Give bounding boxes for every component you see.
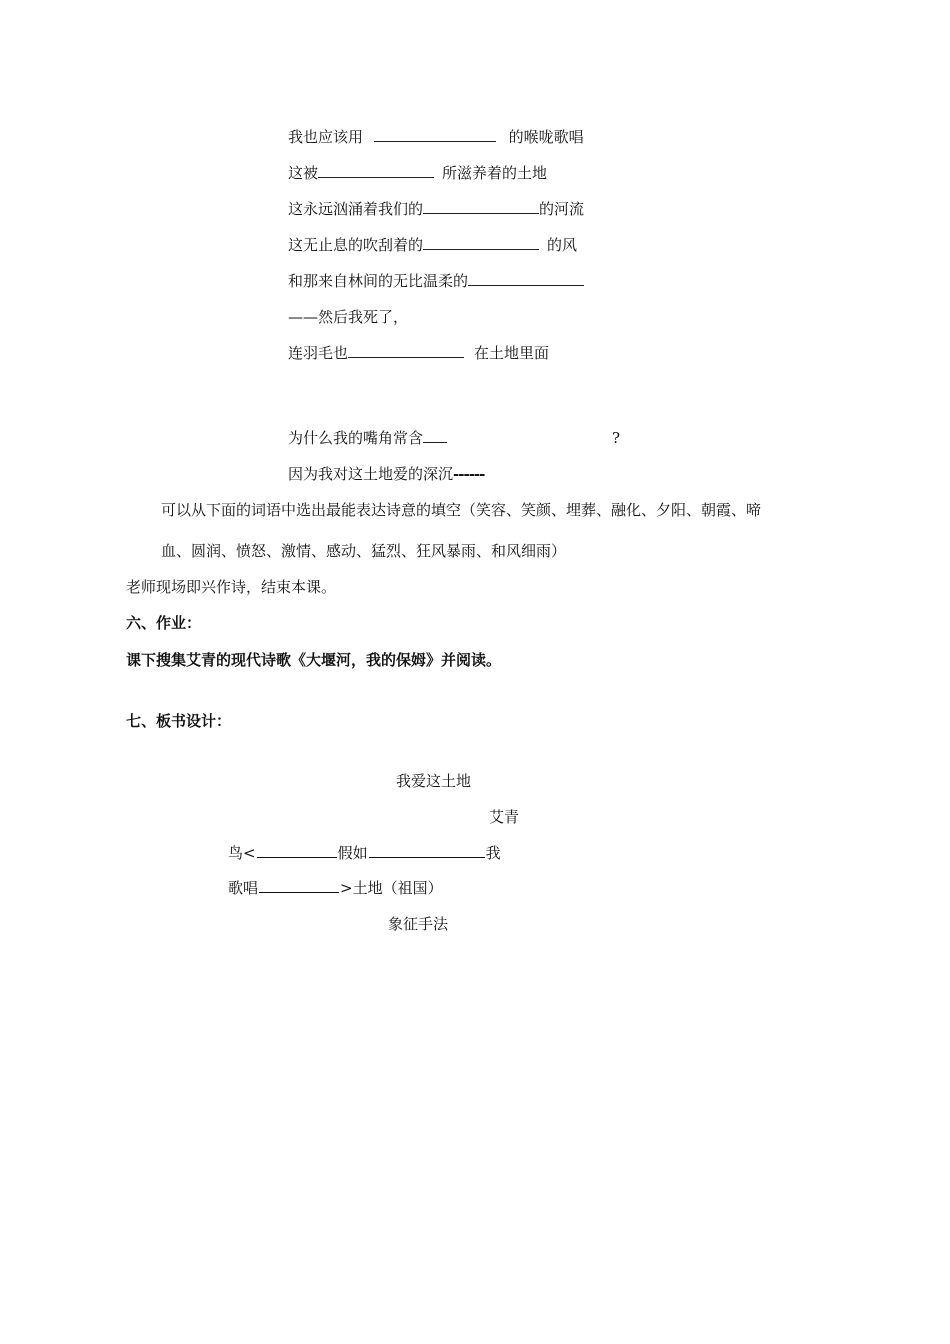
poem-text: 这被 <box>288 164 319 182</box>
poem-text: 我也应该用 <box>288 128 364 146</box>
question-mark: ? <box>612 429 621 447</box>
fill-blank[interactable] <box>318 163 434 178</box>
connector-line <box>257 848 337 858</box>
board-if: 假如 <box>337 844 368 862</box>
answer-line <box>288 464 484 484</box>
connector-line <box>369 848 485 858</box>
board-title: 我爱这土地 <box>396 772 472 790</box>
poem-line-3 <box>288 199 584 219</box>
fill-blank[interactable] <box>423 199 539 214</box>
board-land: >土地（祖国） <box>340 879 443 897</box>
poem-line-2 <box>288 163 547 183</box>
answer-text: 因为我对这土地爱的深沉 <box>288 465 454 483</box>
board-author: 艾青 <box>489 808 520 826</box>
fill-blank[interactable] <box>423 428 447 443</box>
poem-line-4 <box>288 235 577 255</box>
connector-line <box>259 883 339 893</box>
poem-line-7 <box>288 343 549 363</box>
poem-line-1 <box>288 127 584 147</box>
question-line <box>288 428 447 448</box>
poem-text: 所滋养着的土地 <box>442 164 548 182</box>
board-row-2 <box>228 878 443 898</box>
board-heading: 七、板书设计： <box>126 712 232 730</box>
board-me: 我 <box>485 844 501 862</box>
poem-text: 的风 <box>547 236 578 254</box>
fill-blank[interactable] <box>423 235 539 250</box>
instruction-line-2: 血、圆润、愤怒、激情、感动、猛烈、狂风暴雨、和风细雨） <box>161 542 567 560</box>
poem-text: 的喉咙歌唱 <box>508 128 584 146</box>
homework-text: 课下搜集艾青的现代诗歌《大堰河，我的保姆》并阅读。 <box>126 651 502 669</box>
board-row-1 <box>228 843 501 863</box>
poem-line-6: ——然后我死了， <box>288 308 409 326</box>
fill-blank[interactable] <box>348 343 464 358</box>
fill-blank[interactable] <box>374 127 496 142</box>
instruction-line-1: 可以从下面的词语中选出最能表达诗意的填空（笑容、笑颜、埋葬、融化、夕阳、朝霞、啼 <box>161 501 762 519</box>
poem-text: 连羽毛也 <box>288 344 349 362</box>
question-text: 为什么我的嘴角常含 <box>288 429 424 447</box>
poem-text: 和那来自林间的无比温柔的 <box>288 272 469 290</box>
board-bird: 鸟< <box>228 844 256 862</box>
poem-text: 的河流 <box>539 200 585 218</box>
ellipsis-dots: ------ <box>453 465 485 483</box>
homework-heading: 六、作业： <box>126 614 202 632</box>
board-bottom: 象征手法 <box>388 915 449 933</box>
fill-blank[interactable] <box>468 271 584 286</box>
board-sing: 歌唱 <box>228 879 259 897</box>
poem-line-5 <box>288 271 584 291</box>
teacher-note: 老师现场即兴作诗，结束本课。 <box>126 578 337 596</box>
poem-text: 在土地里面 <box>474 344 550 362</box>
poem-text: 这无止息的吹刮着的 <box>288 236 424 254</box>
poem-text: 这永远汹涌着我们的 <box>288 200 424 218</box>
